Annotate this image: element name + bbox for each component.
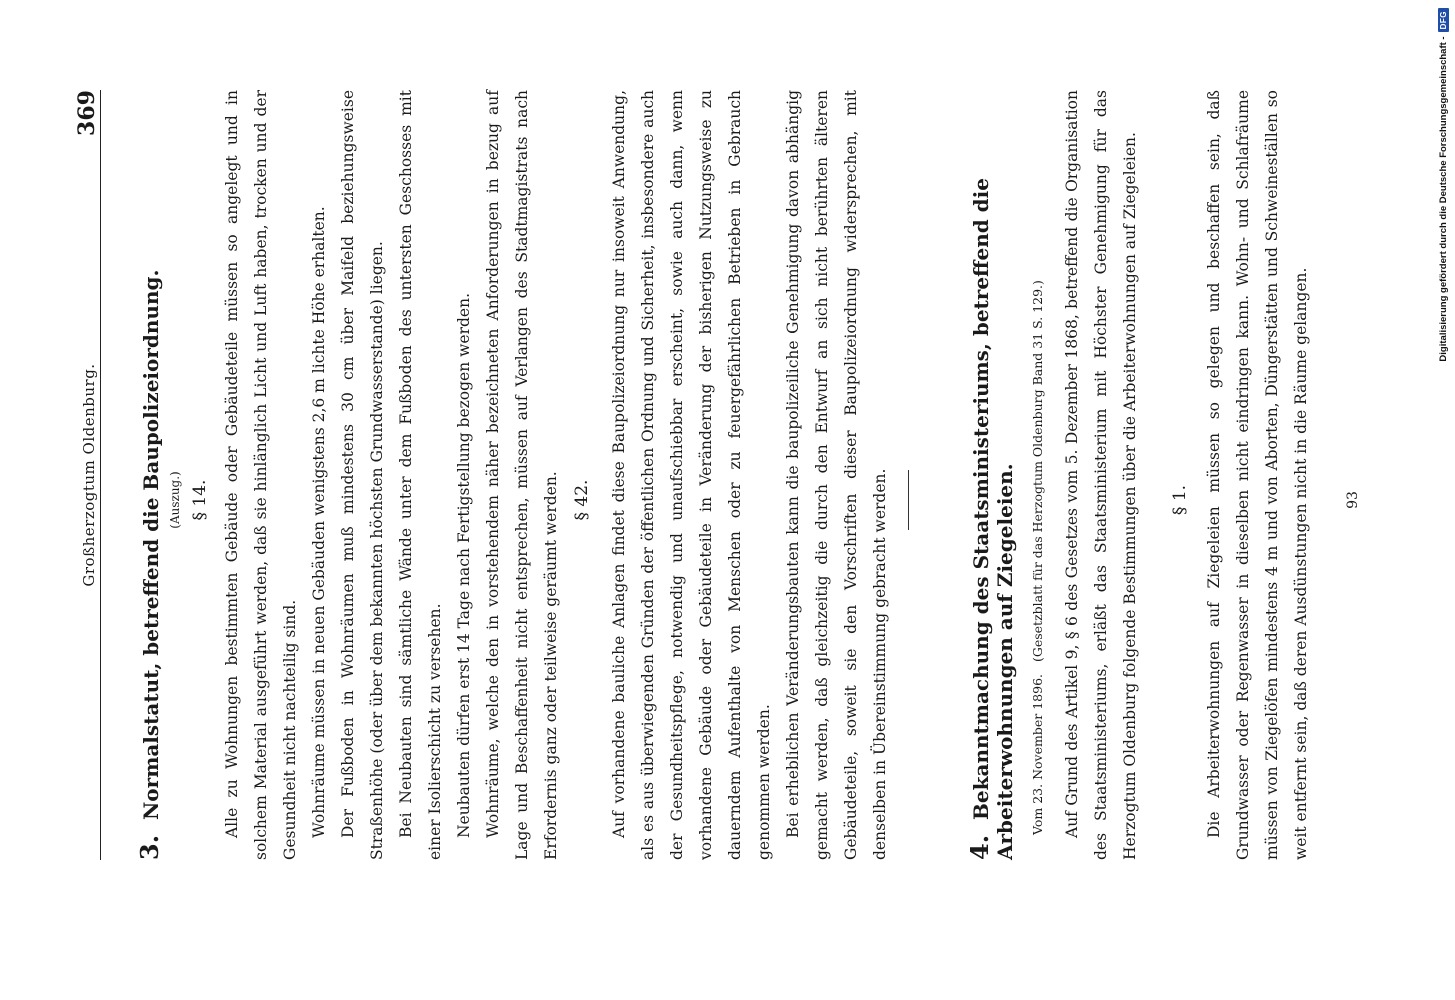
section-divider [908, 470, 909, 530]
paragraph-42-line: Bei erheblichen Veränderungsbauten kann die baupolizeiliche Genehmigung davon abhängig gemacht werden, daß gleichzeitig die durch den Entwurf an sich nicht berührten älteren Gebäudeteile, soweit sie den Vorschriften dieser Baupolizeiordnung widersprechen, mit denselben in Übereinstimmung gebracht werden. [784, 90, 889, 860]
paragraph-14-line: Wohnräume, welche den in vorstehendem näher bezeichneten Anforderungen in bezug auf Lage und Beschaffenheit nicht entsprechen, müssen auf Verlangen des Stadtmagistrats nach Erfordernis ganz oder teilweise geräumt werden. [484, 90, 560, 860]
paragraph-1-sign: § 1. [1170, 484, 1190, 516]
paragraph-14-line: Bei Neubauten sind sämtliche Wände unter dem Fußboden des untersten Geschosses mit einer Isolierschicht zu versehen. [397, 90, 444, 860]
digitization-credit [1434, 8, 1452, 998]
section-3-number: 3. [135, 834, 164, 860]
section-4-number: 4. [965, 834, 994, 860]
paragraph-1-text: Die Arbeiterwohnungen auf Ziegeleien müssen so gelegen und beschaffen sein, daß Grundwasser oder Regenwasser in dieselben nicht eindringen kann. Wohn- und Schlafräume müssen von Ziegelöfen mindestens 4 m und von Aborten, Düngerstätten und Schweineställen so weit entfernt sein, daß deren Ausdünstungen nicht in die Räume gelangen. [1205, 90, 1310, 860]
paragraph-14-body [218, 90, 566, 860]
dfg-logo-icon: DFG [1438, 8, 1449, 32]
section-4-date: Vom 23. November 1896. [1030, 674, 1045, 835]
paragraph-14-line: Neubauten dürfen erst 14 Tage nach Fertigstellung bezogen werden. [455, 293, 473, 838]
section-4-heading [965, 90, 1017, 860]
section-4-title: Bekanntmachung des Staatsministeriums, betreffend die Arbeiterwohnungen auf Ziegeleien. [969, 178, 1017, 860]
section-3-subtitle: (Auszug.) [168, 471, 182, 529]
paragraph-42-sign: § 42. [572, 479, 592, 521]
paragraph-42-line: Auf vorhandene bauliche Anlagen findet diese Baupolizeiordnung nur insoweit Anwendung, als es aus überwiegenden Gründen der öffentlichen Ordnung und Sicherheit, insbesondere auch der Gesundheitspflege, notwendig und unaufschiebbar erscheint, sowie auch dann, wenn vorhandene Gebäude oder Gebäudeteile in Veränderung der bisherigen Nutzungsweise zu dauerndem Aufenthalte von Menschen oder zu feuergefährlichen Betrieben in Gebrauch genommen werden. [610, 90, 773, 860]
paragraph-14-line: Der Fußboden in Wohnräumen muß mindestens 30 cm über Maifeld beziehungsweise Straßenhöhe (oder über dem bekannten höchsten Grundwasserstande) liegen. [339, 90, 386, 860]
paragraph-1-body [1200, 90, 1316, 860]
page-footer-number: 93 [1345, 491, 1361, 509]
header-rule [100, 90, 101, 860]
section-4-meta [1030, 280, 1045, 835]
section-3-title: Normalstatut, betreffend die Baupolizeiordnung. [139, 269, 163, 820]
credit-text: Digitalisierung gefördert durch die Deutsche Forschungsgemeinschaft - [1437, 36, 1449, 362]
paragraph-14-line: Alle zu Wohnungen bestimmten Gebäude oder Gebäudeteile müssen so angelegt und in solchem Material ausgeführt werden, daß sie hinlänglich Licht und Luft haben, trocken und der Gesundheit nicht nachteilig sind. [223, 90, 299, 860]
section-4-intro-text: Auf Grund des Artikel 9, § 6 des Gesetzes vom 5. Dezember 1868, betreffend die Organisation des Staatsministeriums, erläßt das Staatsministerium mit Höchster Genehmigung für das Herzogtum Oldenburg folgende Bestimmungen über die Arbeiterwohnungen auf Ziegeleien. [1063, 90, 1139, 860]
paragraph-14-sign: § 14. [190, 479, 210, 521]
section-3-heading [135, 90, 164, 860]
running-head-page-number: 369 [74, 90, 100, 136]
running-head-title: Großherzogtum Oldenburg. [80, 363, 98, 587]
paragraph-42-body [605, 90, 895, 860]
section-4-source: (Gesetzblatt für das Herzogtum Oldenburg Band 31 S. 129.) [1030, 280, 1045, 663]
section-4-intro [1058, 90, 1145, 860]
paragraph-14-line: Wohnräume müssen in neuen Gebäuden wenigstens 2,6 m lichte Höhe erhalten. [310, 206, 328, 838]
